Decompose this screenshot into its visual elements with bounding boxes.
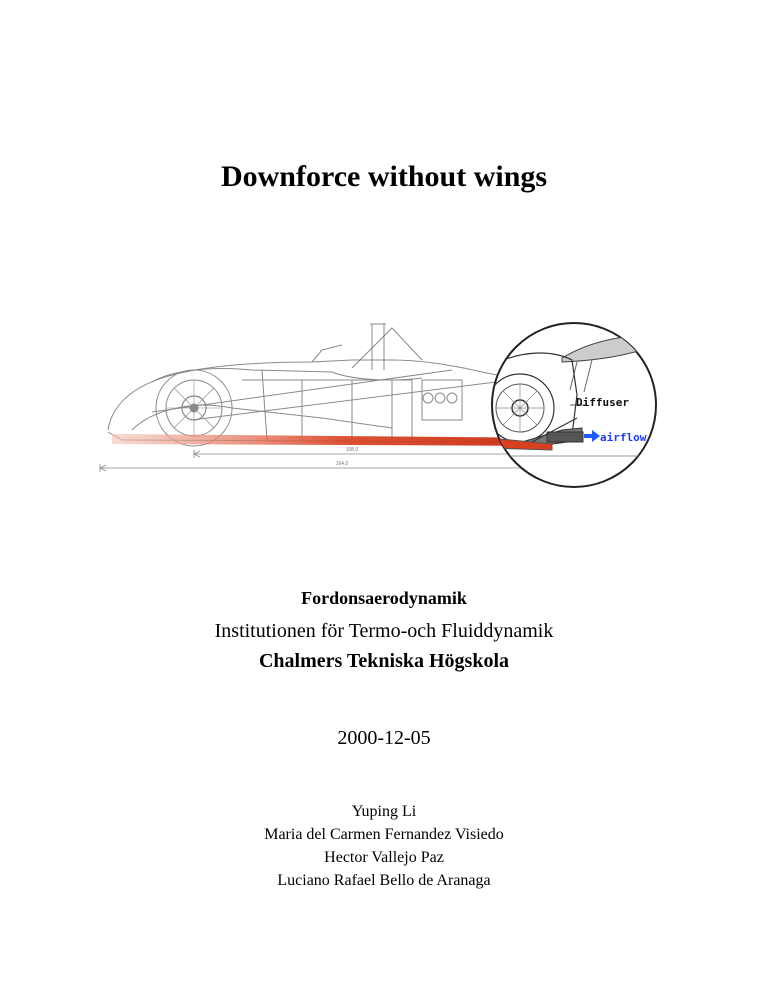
- course-subject: Fordonsaerodynamik: [301, 588, 467, 608]
- dimension-lines: [100, 450, 542, 472]
- author-name: Maria del Carmen Fernandez Visiedo: [264, 826, 504, 843]
- school-name: Chalmers Tekniska Högskola: [258, 650, 510, 672]
- wheelbase-dimension-label: 108,0: [345, 447, 359, 453]
- diffuser-callout-label: Diffuser: [576, 396, 629, 409]
- author-name: Hector Vallejo Paz: [324, 849, 444, 866]
- author-name: Yuping Li: [351, 803, 417, 820]
- car-diagram-figure: [92, 310, 682, 500]
- author-name: Luciano Rafael Bello de Aranaga: [277, 872, 491, 889]
- document-date: 2000-12-05: [337, 727, 431, 749]
- race-car-side-view-drawing: [92, 310, 682, 500]
- overall-length-dimension-label: 164,0: [335, 461, 349, 467]
- airflow-callout-label: airflow: [600, 431, 647, 444]
- institution-name: Institutionen för Termo-och Fluiddynamik: [214, 620, 554, 642]
- document-title: Downforce without wings: [220, 160, 548, 193]
- author-list: [0, 800, 768, 892]
